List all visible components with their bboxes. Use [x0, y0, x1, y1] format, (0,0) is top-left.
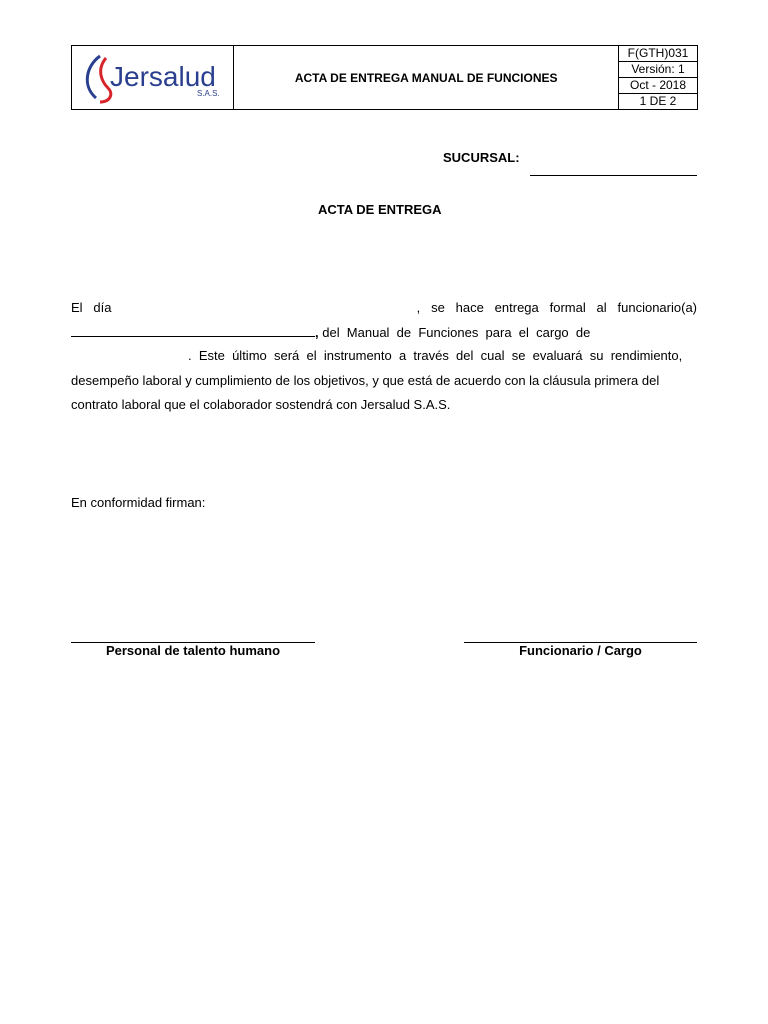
- section-title: ACTA DE ENTREGA: [318, 202, 442, 217]
- line2-text: del Manual de Funciones para el cargo de: [318, 325, 591, 340]
- jersalud-logo: [80, 52, 230, 104]
- document-version: Versión: 1: [619, 62, 697, 78]
- sucursal-label: SUCURSAL:: [443, 150, 520, 165]
- body-line-5: contrato laboral que el colaborador sostendrá con Jersalud S.A.S.: [71, 397, 451, 412]
- body-line-4: desempeño laboral y cumplimiento de los objetivos, y que está de acuerdo con la cláusula primera del: [71, 373, 660, 388]
- body-line-2: [71, 324, 697, 340]
- svg-text:Jersalud: Jersalud: [110, 61, 216, 92]
- employee-name-blank[interactable]: [71, 324, 315, 337]
- line1-text: , se hace entrega formal al funcionario(a): [416, 300, 697, 315]
- document-page: 1 DE 2: [639, 94, 677, 108]
- document-title: ACTA DE ENTREGA MANUAL DE FUNCIONES: [234, 46, 619, 110]
- conformidad-text: En conformidad firman:: [71, 495, 206, 510]
- day-label: El día: [71, 300, 112, 315]
- document-meta: [619, 46, 698, 110]
- signature-label-right: Funcionario / Cargo: [519, 643, 642, 658]
- logo-cell: [72, 46, 234, 110]
- sucursal-blank[interactable]: [530, 175, 697, 176]
- signature-label-left: Personal de talento humano: [105, 643, 281, 658]
- name-comma: ,: [315, 325, 319, 340]
- line3-text: . Este último será el instrumento a través del cual se evaluará su rendimiento,: [188, 348, 683, 363]
- document-date: Oct - 2018: [619, 78, 697, 94]
- document-code: F(GTH)031: [619, 46, 697, 62]
- document-header: [71, 45, 698, 110]
- svg-text:S.A.S.: S.A.S.: [197, 89, 220, 98]
